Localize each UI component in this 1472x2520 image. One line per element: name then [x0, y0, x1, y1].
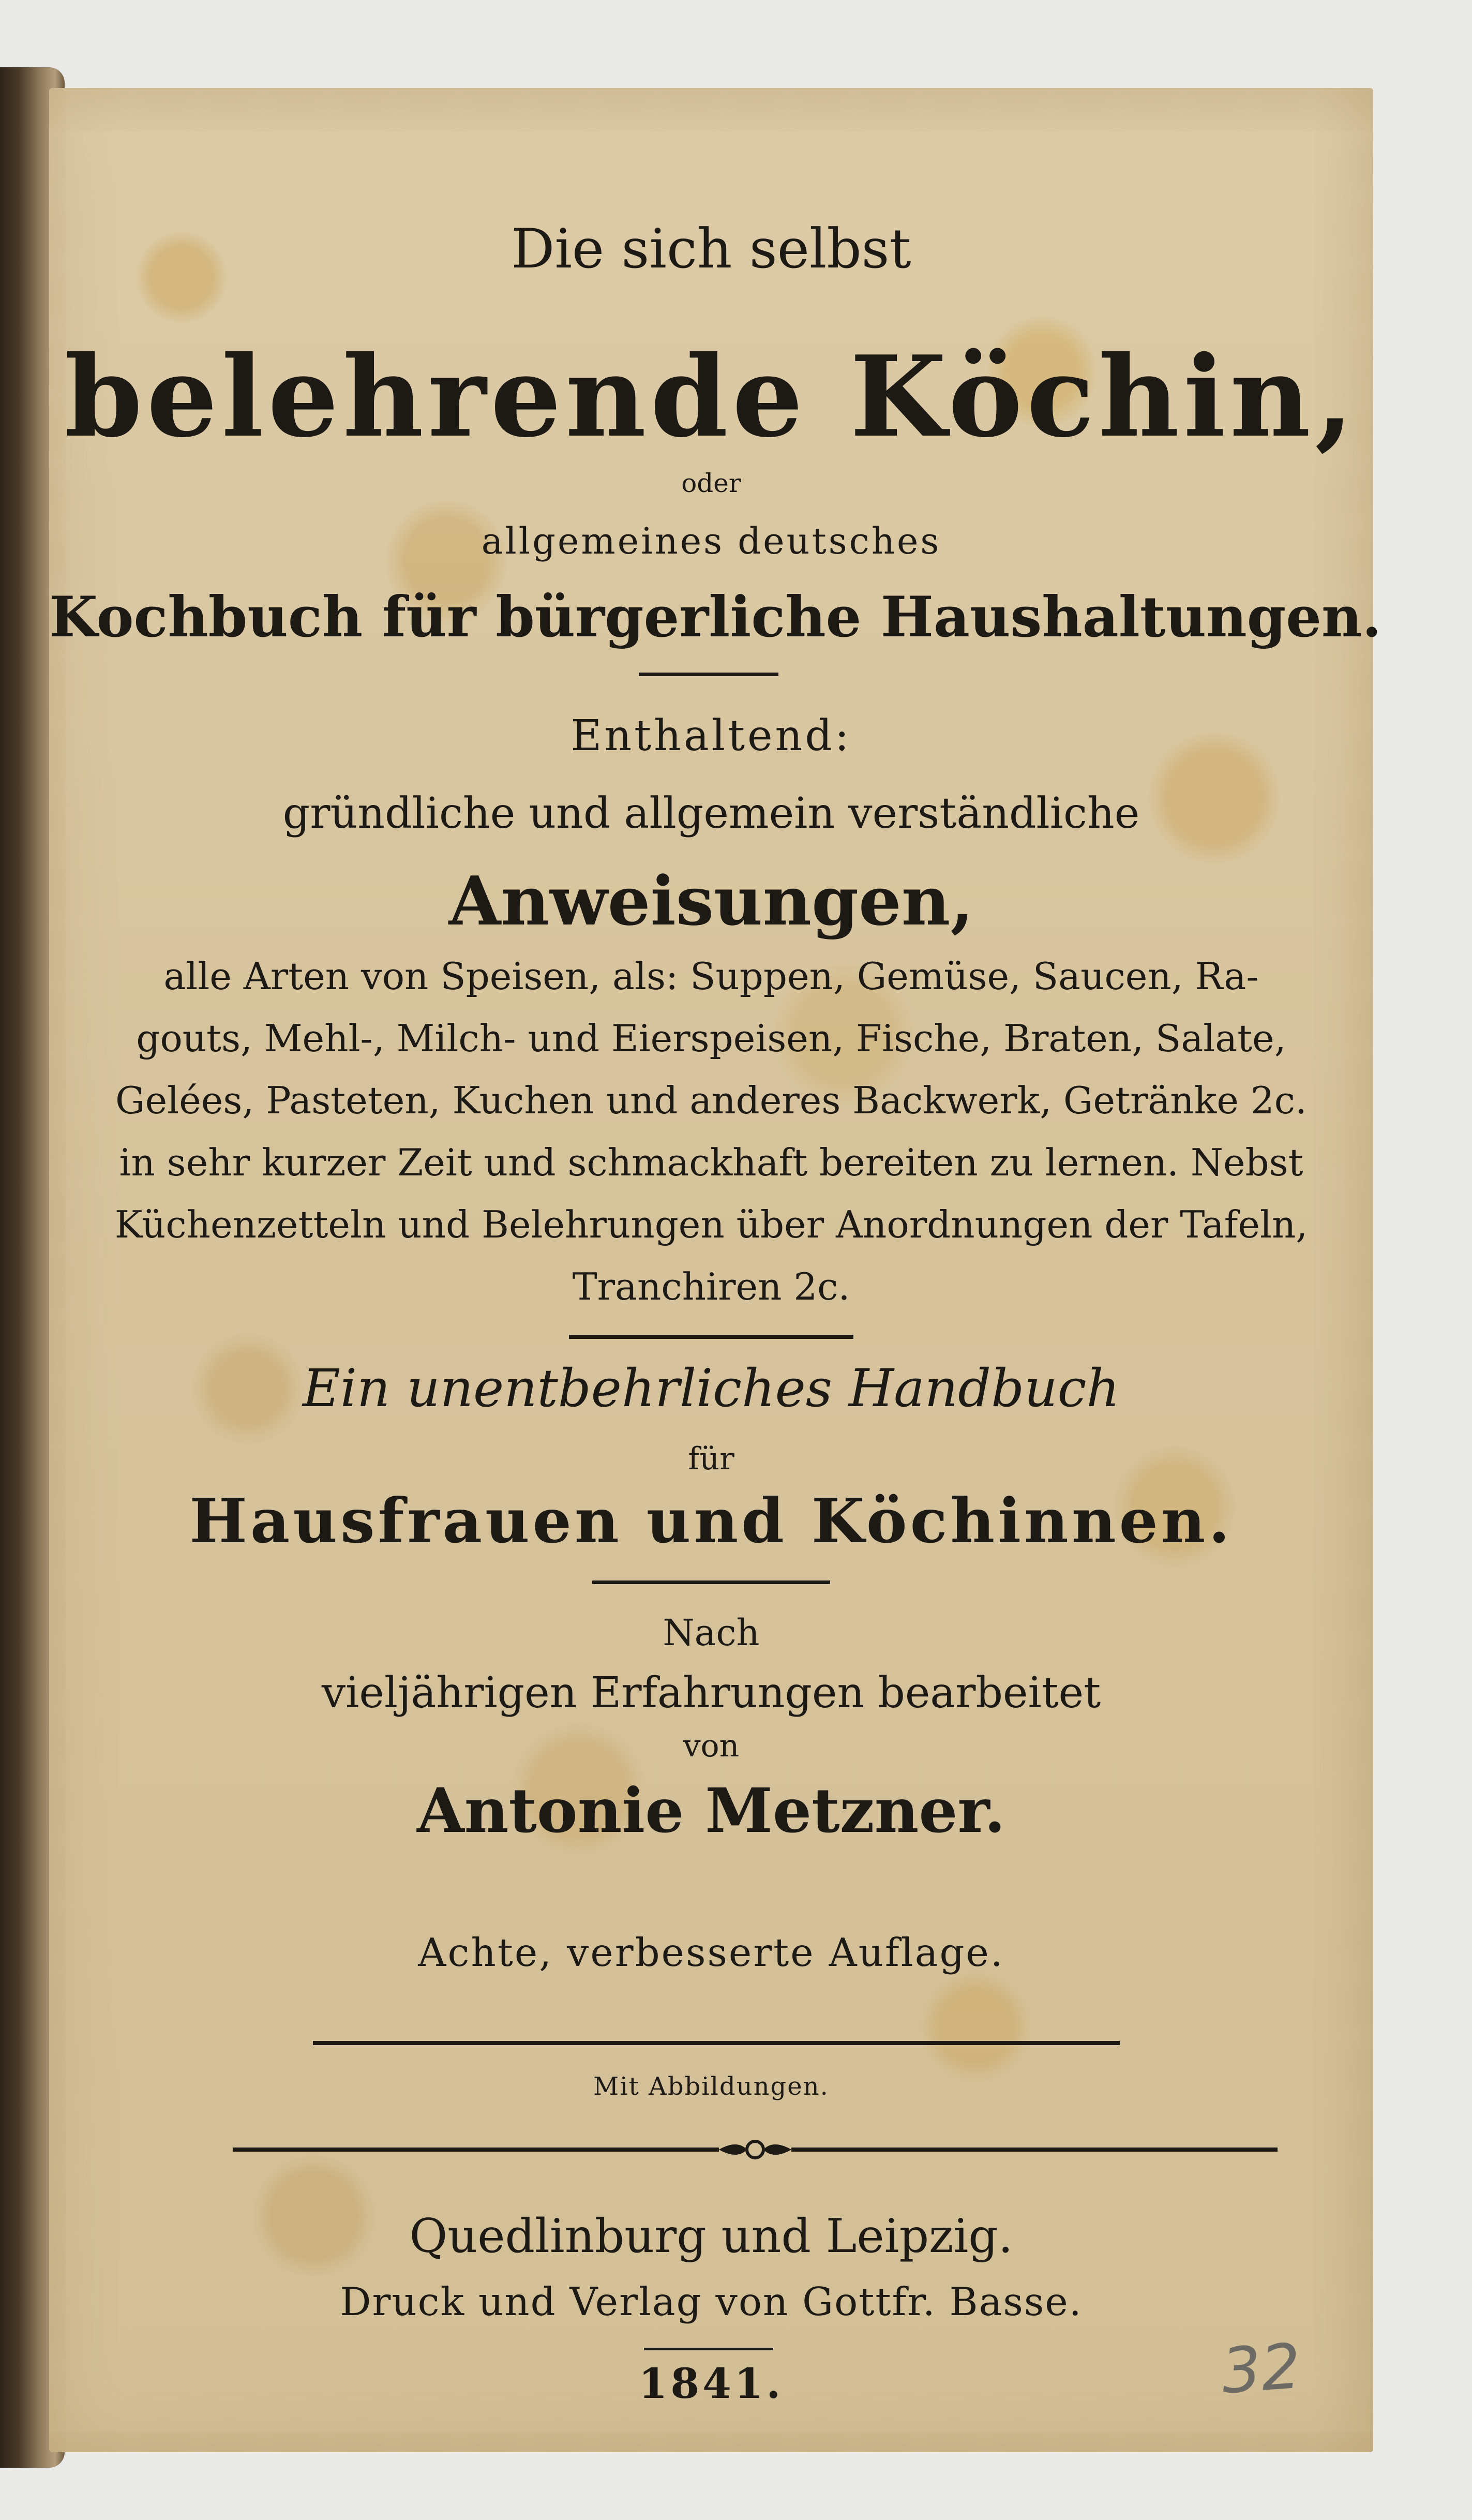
- title-line-4: allgemeines deutsches: [481, 520, 941, 562]
- ornamental-rule: [233, 2137, 1278, 2163]
- illustrations-note: Mit Abbildungen.: [593, 2072, 829, 2101]
- title-oder: oder: [681, 468, 741, 498]
- author-intro-1: Nach: [663, 1612, 760, 1654]
- title-page: [49, 88, 1382, 2452]
- contents-heading: Enthaltend:: [570, 711, 852, 761]
- year: 1841.: [638, 2359, 784, 2408]
- title-line-1: Die sich selbst: [511, 217, 911, 280]
- body-line-3: Gelées, Pasteten, Kuchen und anderes Backwerk, Getränke 2c.: [115, 1079, 1307, 1122]
- author-intro-3: von: [683, 1728, 740, 1764]
- subtitle-2: für: [688, 1441, 734, 1477]
- divider-5: [644, 2348, 773, 2350]
- subtitle-3: Hausfrauen und Köchinnen.: [189, 1485, 1233, 1557]
- publisher: Druck und Verlag von Gottfr. Basse.: [340, 2279, 1083, 2324]
- subtitle-1: Ein unentbehrliches Handbuch: [303, 1358, 1120, 1419]
- author-intro-2: vieljährigen Erfahrungen bearbeitet: [321, 1668, 1101, 1718]
- body-line-6: Tranchiren 2c.: [572, 1265, 850, 1308]
- edition: Achte, verbesserte Auflage.: [418, 1930, 1004, 1975]
- contents-line-1: gründliche und allgemein verständliche: [282, 789, 1140, 838]
- main-title: belehrende Köchin,: [65, 331, 1358, 462]
- body-line-1: alle Arten von Speisen, als: Suppen, Gemüse, Saucen, Ra-: [163, 955, 1259, 998]
- body-line-4: in sehr kurzer Zeit und schmackhaft bereiten zu lernen. Nebst: [119, 1141, 1303, 1184]
- pencil-mark: 32: [1219, 2330, 1303, 2408]
- divider-4: [313, 2041, 1120, 2045]
- place: Quedlinburg und Leipzig.: [409, 2209, 1013, 2263]
- divider-1: [639, 673, 778, 676]
- divider-3: [592, 1580, 830, 1584]
- title-line-5: Kochbuch für bürgerliche Haushaltungen.: [49, 585, 1382, 650]
- contents-title: Anweisungen,: [448, 861, 974, 941]
- author-name: Antonie Metzner.: [417, 1775, 1005, 1846]
- body-line-2: gouts, Mehl-, Milch- und Eierspeisen, Fische, Braten, Salate,: [136, 1017, 1286, 1060]
- body-line-5: Küchenzetteln und Belehrungen über Anordnungen der Tafeln,: [114, 1203, 1308, 1246]
- divider-2: [569, 1335, 853, 1339]
